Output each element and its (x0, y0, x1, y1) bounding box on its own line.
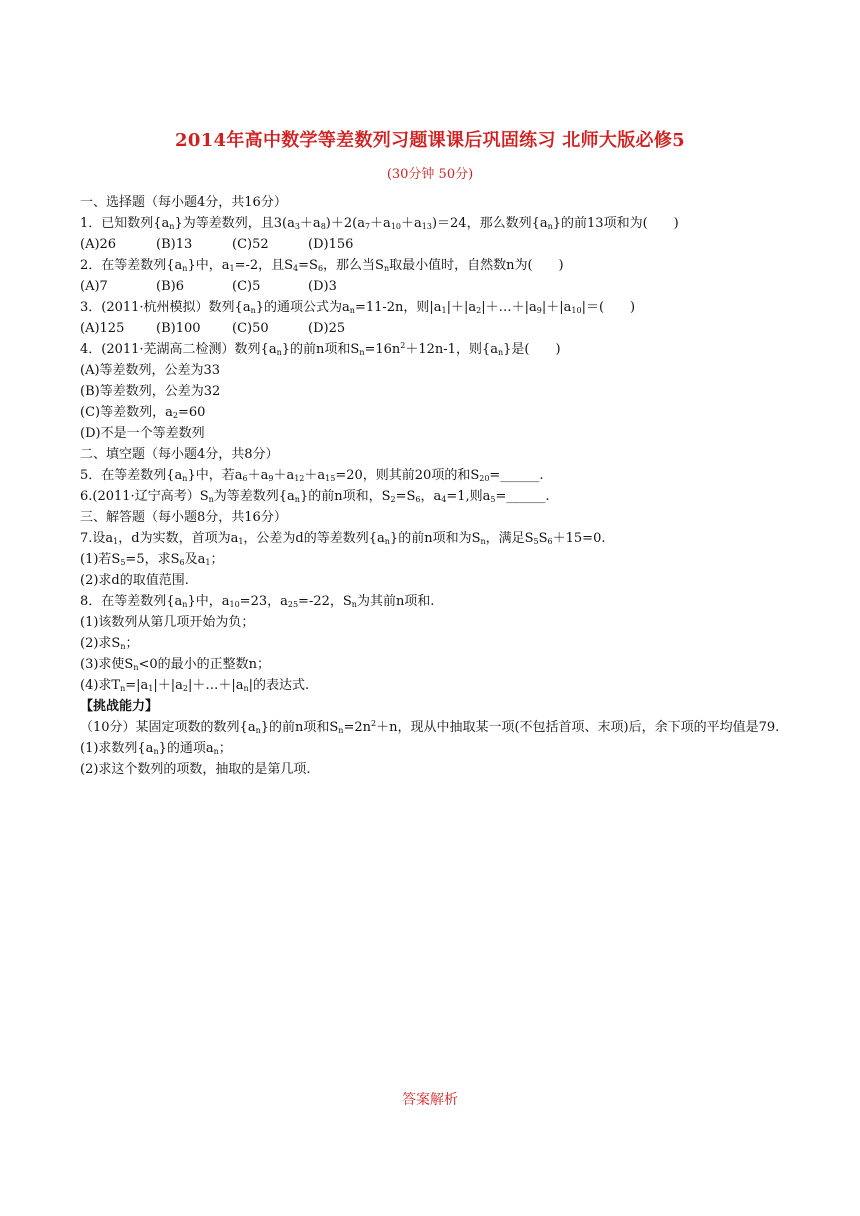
option: (A)7 (80, 279, 108, 294)
option: (B)13 (156, 237, 193, 252)
question-2: 2．在等差数列$\{a_n\}$中，$a_1=-2$，且$S_4=S_6$，那么当$S_n$取最小值时，自然数n为( ) (80, 258, 564, 273)
question-4: 4．(2011·芜湖高二检测）数列$\{a_n\}$的前n项和$S_n=16n^2+12n-1$，则$\{a_n\}$是( ) (80, 341, 561, 357)
question-part: (2)求这个数列的项数，抽取的是第几项. (80, 762, 311, 777)
document-subtitle: (30分钟 50分) (386, 167, 474, 182)
question-part: (1)求数列$\{a_n\}$的通项$a_n$； (80, 741, 232, 756)
option: (D)25 (308, 321, 346, 336)
section-heading-choice: 一、选择题（每小题4分，共16分） (80, 195, 287, 210)
option: (A)等差数列，公差为33 (80, 363, 221, 378)
document-body (80, 192, 800, 780)
question-6: 6.(2011·辽宁高考）$S_n$为等差数列$\{a_n\}$的前n项和，$S_2=S_6$，$a_4=1$,则$a_5=\_\_\_\_\_\_$. (80, 489, 550, 504)
question-part: (2)求d的取值范围. (80, 573, 189, 588)
challenge-question: （10分）某固定项数的数列$\{a_n\}$的前n项和$S_n=2n^2+n$，现从中抽取某一项(不包括首项、末项)后，余下项的平均值是79. (80, 719, 780, 735)
question-part: (1)该数列从第几项开始为负； (80, 615, 255, 630)
question-part: (1)若$S_5=5$，求$S_6$及$a_1$； (80, 552, 224, 567)
question-1-options (80, 234, 800, 255)
section-heading-answer: 三、解答题（每小题8分，共16分） (80, 510, 287, 525)
option: (B)等差数列，公差为32 (80, 384, 221, 399)
option: (C)5 (232, 279, 261, 294)
question-part: (3)求使$S_n<0$的最小的正整数n； (80, 657, 271, 672)
option: (C)50 (232, 321, 269, 336)
option: (D)不是一个等差数列 (80, 426, 205, 441)
question-part: (4)求$T_n=|a_1|+|a_2|+\dots+|a_n|$的表达式. (80, 678, 310, 693)
document-title: 2014年高中数学等差数列习题课课后巩固练习 北师大版必修5 (175, 130, 685, 151)
question-part: (2)求$S_n$； (80, 636, 139, 651)
option: (C)等差数列，$a_2=60$ (80, 405, 206, 420)
question-1: 1．已知数列$\{a_n\}$为等差数列，且$3(a_3+a_8)+2(a_7+a_{10}+a_{13})=24$，那么数列$\{a_n\}$的前13项和为( ) (80, 216, 679, 231)
option: (B)100 (156, 321, 201, 336)
question-5: 5．在等差数列$\{a_n\}$中，若$a_6+a_9+a_{12}+a_{15}=20$，则其前20项的和$S_{20}=\_\_\_\_\_\_$. (80, 468, 544, 483)
option: (A)26 (80, 237, 117, 252)
section-heading-fill: 二、填空题（每小题4分，共8分） (80, 447, 279, 462)
option: (D)156 (308, 237, 354, 252)
option: (A)125 (80, 321, 125, 336)
option: (D)3 (308, 279, 337, 294)
challenge-heading: 【挑战能力】 (80, 699, 159, 714)
question-3-options (80, 318, 800, 339)
question-3: 3．(2011·杭州模拟）数列$\{a_n\}$的通项公式为$a_n=11-2n$，则$|a_1|+|a_2|+\dots+|a_9|+|a_{10}|=$( ) (80, 300, 636, 315)
question-7: 7.设$a_1$，d为实数，首项为$a_1$，公差为d的等差数列$\{a_n\}$的前n项和为$S_n$，满足$S_5S_6+15=0$. (80, 531, 606, 546)
question-8: 8．在等差数列$\{a_n\}$中，$a_{10}=23$，$a_{25}=-22$，$S_n$为其前n项和. (80, 594, 435, 609)
question-2-options (80, 276, 800, 297)
option: (C)52 (232, 237, 269, 252)
option: (B)6 (156, 279, 184, 294)
answer-analysis-heading: 答案解析 (402, 1092, 458, 1108)
